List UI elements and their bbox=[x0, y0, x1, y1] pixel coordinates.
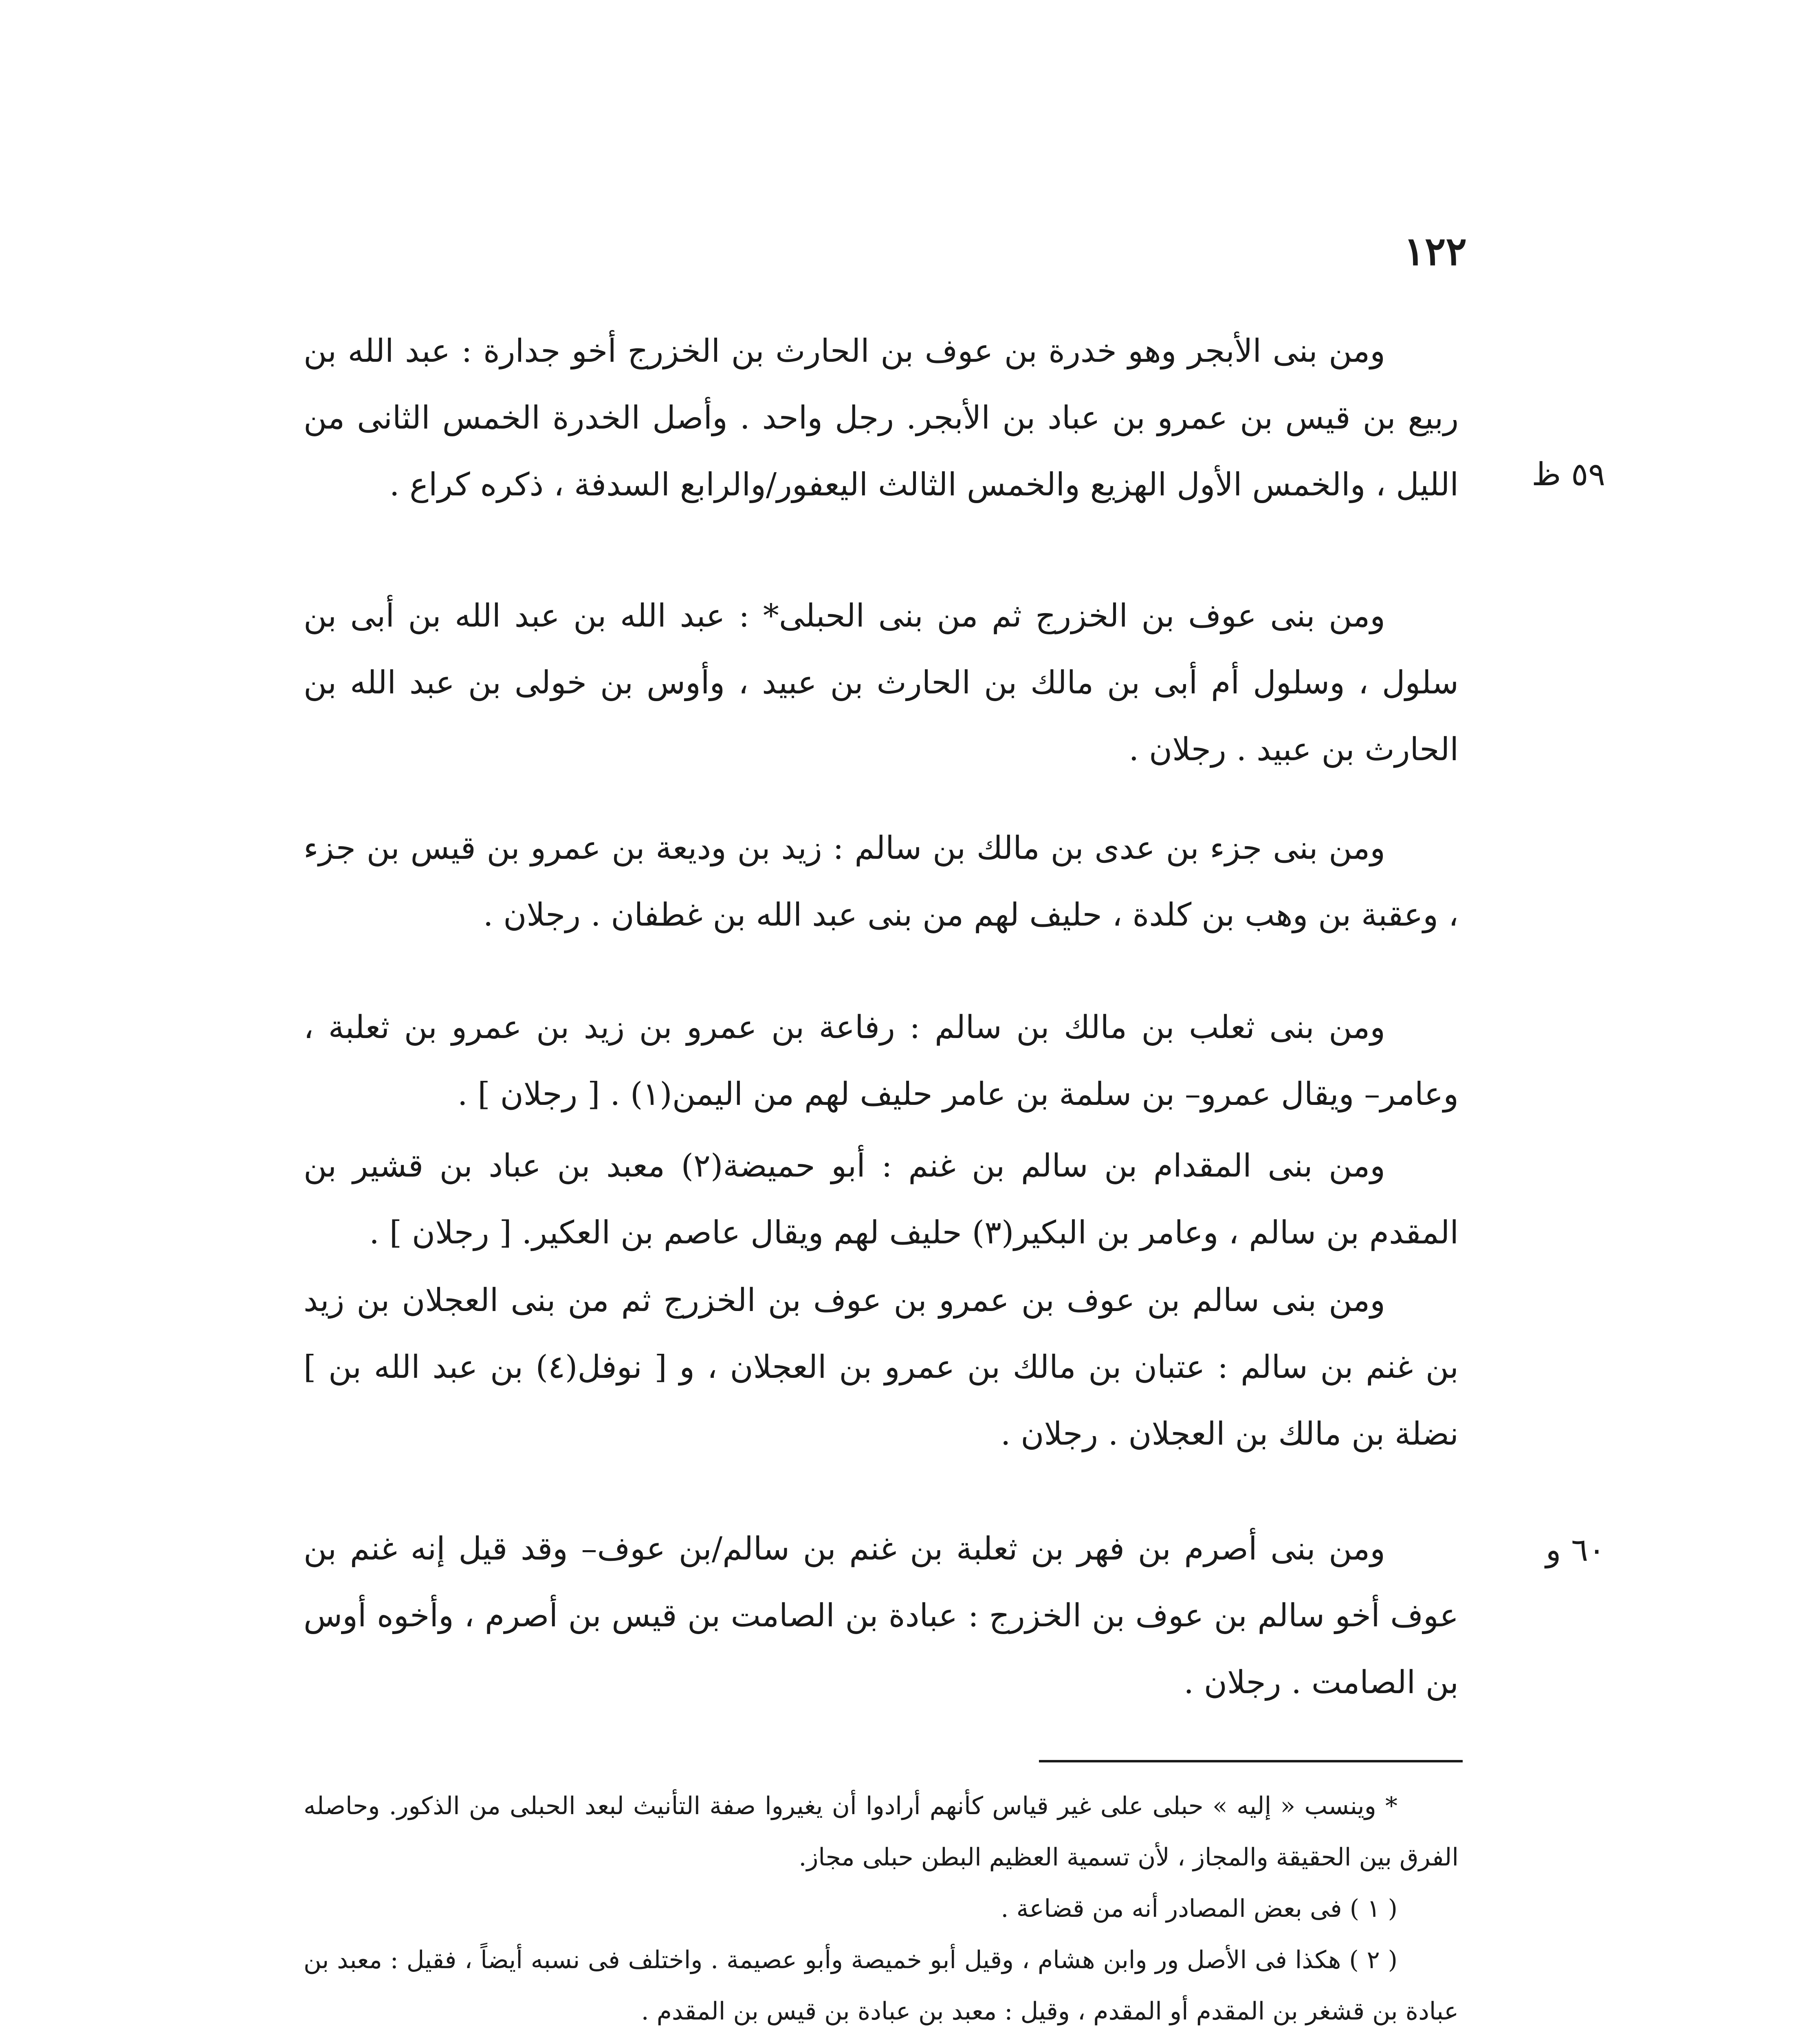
paragraph-text: ومن بنى جزء بن عدى بن مالك بن سالم : زيد بن وديعة بن عمرو بن قيس بن جزء ، وعقبة بن وهب بن كلدة ، حليف لهم من بنى عبد الله بن غطفان . رجلان . bbox=[304, 830, 1459, 933]
paragraph-asram bbox=[304, 1516, 1459, 1716]
margin-note-folio-60r: ٦٠ و bbox=[1545, 1532, 1605, 1568]
page-number: ١٢٢ bbox=[1404, 228, 1467, 274]
paragraph-thalab bbox=[304, 994, 1459, 1128]
paragraph-miqdam bbox=[304, 1133, 1459, 1266]
paragraph-text: ومن بنى سالم بن عوف بن عمرو بن عوف بن الخزرج ثم من بنى العجلان بن زيد بن غنم بن سالم : عتبان بن مالك بن عمرو بن العجلان ، و [ نوفل(٤) بن عبد الله بن ] نضلة بن مالك بن العجلان . رجلان . bbox=[304, 1282, 1459, 1452]
paragraph-text: ومن بنى عوف بن الخزرج ثم من بنى الحبلى* : عبد الله بن عبد الله بن أبى بن سلول ، وسلول أم أبى بن مالك بن الحارث بن عبيد ، وأوس بن خولى بن عبد الله بن الحارث بن عبيد . رجلان . bbox=[304, 598, 1459, 768]
paragraph-text: ومن بنى المقدام بن سالم بن غنم : أبو حميضة(٢) معبد بن عباد بن قشير بن المقدم بن سالم ، وعامر بن البكير(٣) حليف لهم ويقال عاصم بن العكير. [ رجلان ] . bbox=[304, 1148, 1459, 1251]
footnotes bbox=[304, 1780, 1459, 2037]
paragraph-text: ومن بنى أصرم بن فهر بن ثعلبة بن غنم بن سالم/بن عوف– وقد قيل إنه غنم بن عوف أخو سالم بن عوف بن الخزرج : عبادة بن الصامت بن قيس بن أصرم ، وأخوه أوس بن الصامت . رجلان . bbox=[304, 1531, 1459, 1701]
paragraph-awf bbox=[304, 583, 1459, 783]
footnote-2: ( ٢ ) هكذا فى الأصل ور وابن هشام ، وقيل أبو خميصة وأبو عصيمة . واختلف فى نسبه أيضاً ، فقيل : معبد بن عبادة بن قشغر بن المقدم أو المقدم ، وقيل : معبد بن عبادة بن قيس بن المقدم . bbox=[304, 1946, 1459, 2026]
paragraph-abjar bbox=[304, 318, 1459, 518]
paragraph-text: ومن بنى ثعلب بن مالك بن سالم : رفاعة بن عمرو بن زيد بن عمرو بن ثعلبة ، وعامر– ويقال عمرو– بن سلمة بن عامر حليف لهم من اليمن(١) . [ رجلان ] . bbox=[304, 1009, 1459, 1113]
margin-note-folio-59v: ٥٩ ظ bbox=[1532, 456, 1605, 493]
paragraph-text: ومن بنى الأبجر وهو خدرة بن عوف بن الحارث بن الخزرج أخو جدارة : عبد الله بن ربيع بن قيس بن عمرو بن عباد بن الأبجر. رجل واحد . وأصل الخدرة الخمس الثانى من الليل ، والخمس الأول الهزيع والخمس الثالث اليعفور/والرابع السدفة ، ذكره كراع . bbox=[304, 333, 1459, 503]
paragraph-juz bbox=[304, 815, 1459, 948]
footnote-asterisk: * وينسب « إليه » حبلى على غير قياس كأنهم أرادوا أن يغيروا صفة التأنيث لبعد الحبلى من الذكور. وحاصله الفرق بين الحقيقة والمجاز ، لأن تسمية العظيم البطن حبلى مجاز. bbox=[304, 1792, 1459, 1872]
footnote-1: ( ١ ) فى بعض المصادر أنه من قضاعة . bbox=[1001, 1894, 1397, 1923]
paragraph-salim bbox=[304, 1267, 1459, 1467]
footnote-divider bbox=[1039, 1760, 1463, 1762]
